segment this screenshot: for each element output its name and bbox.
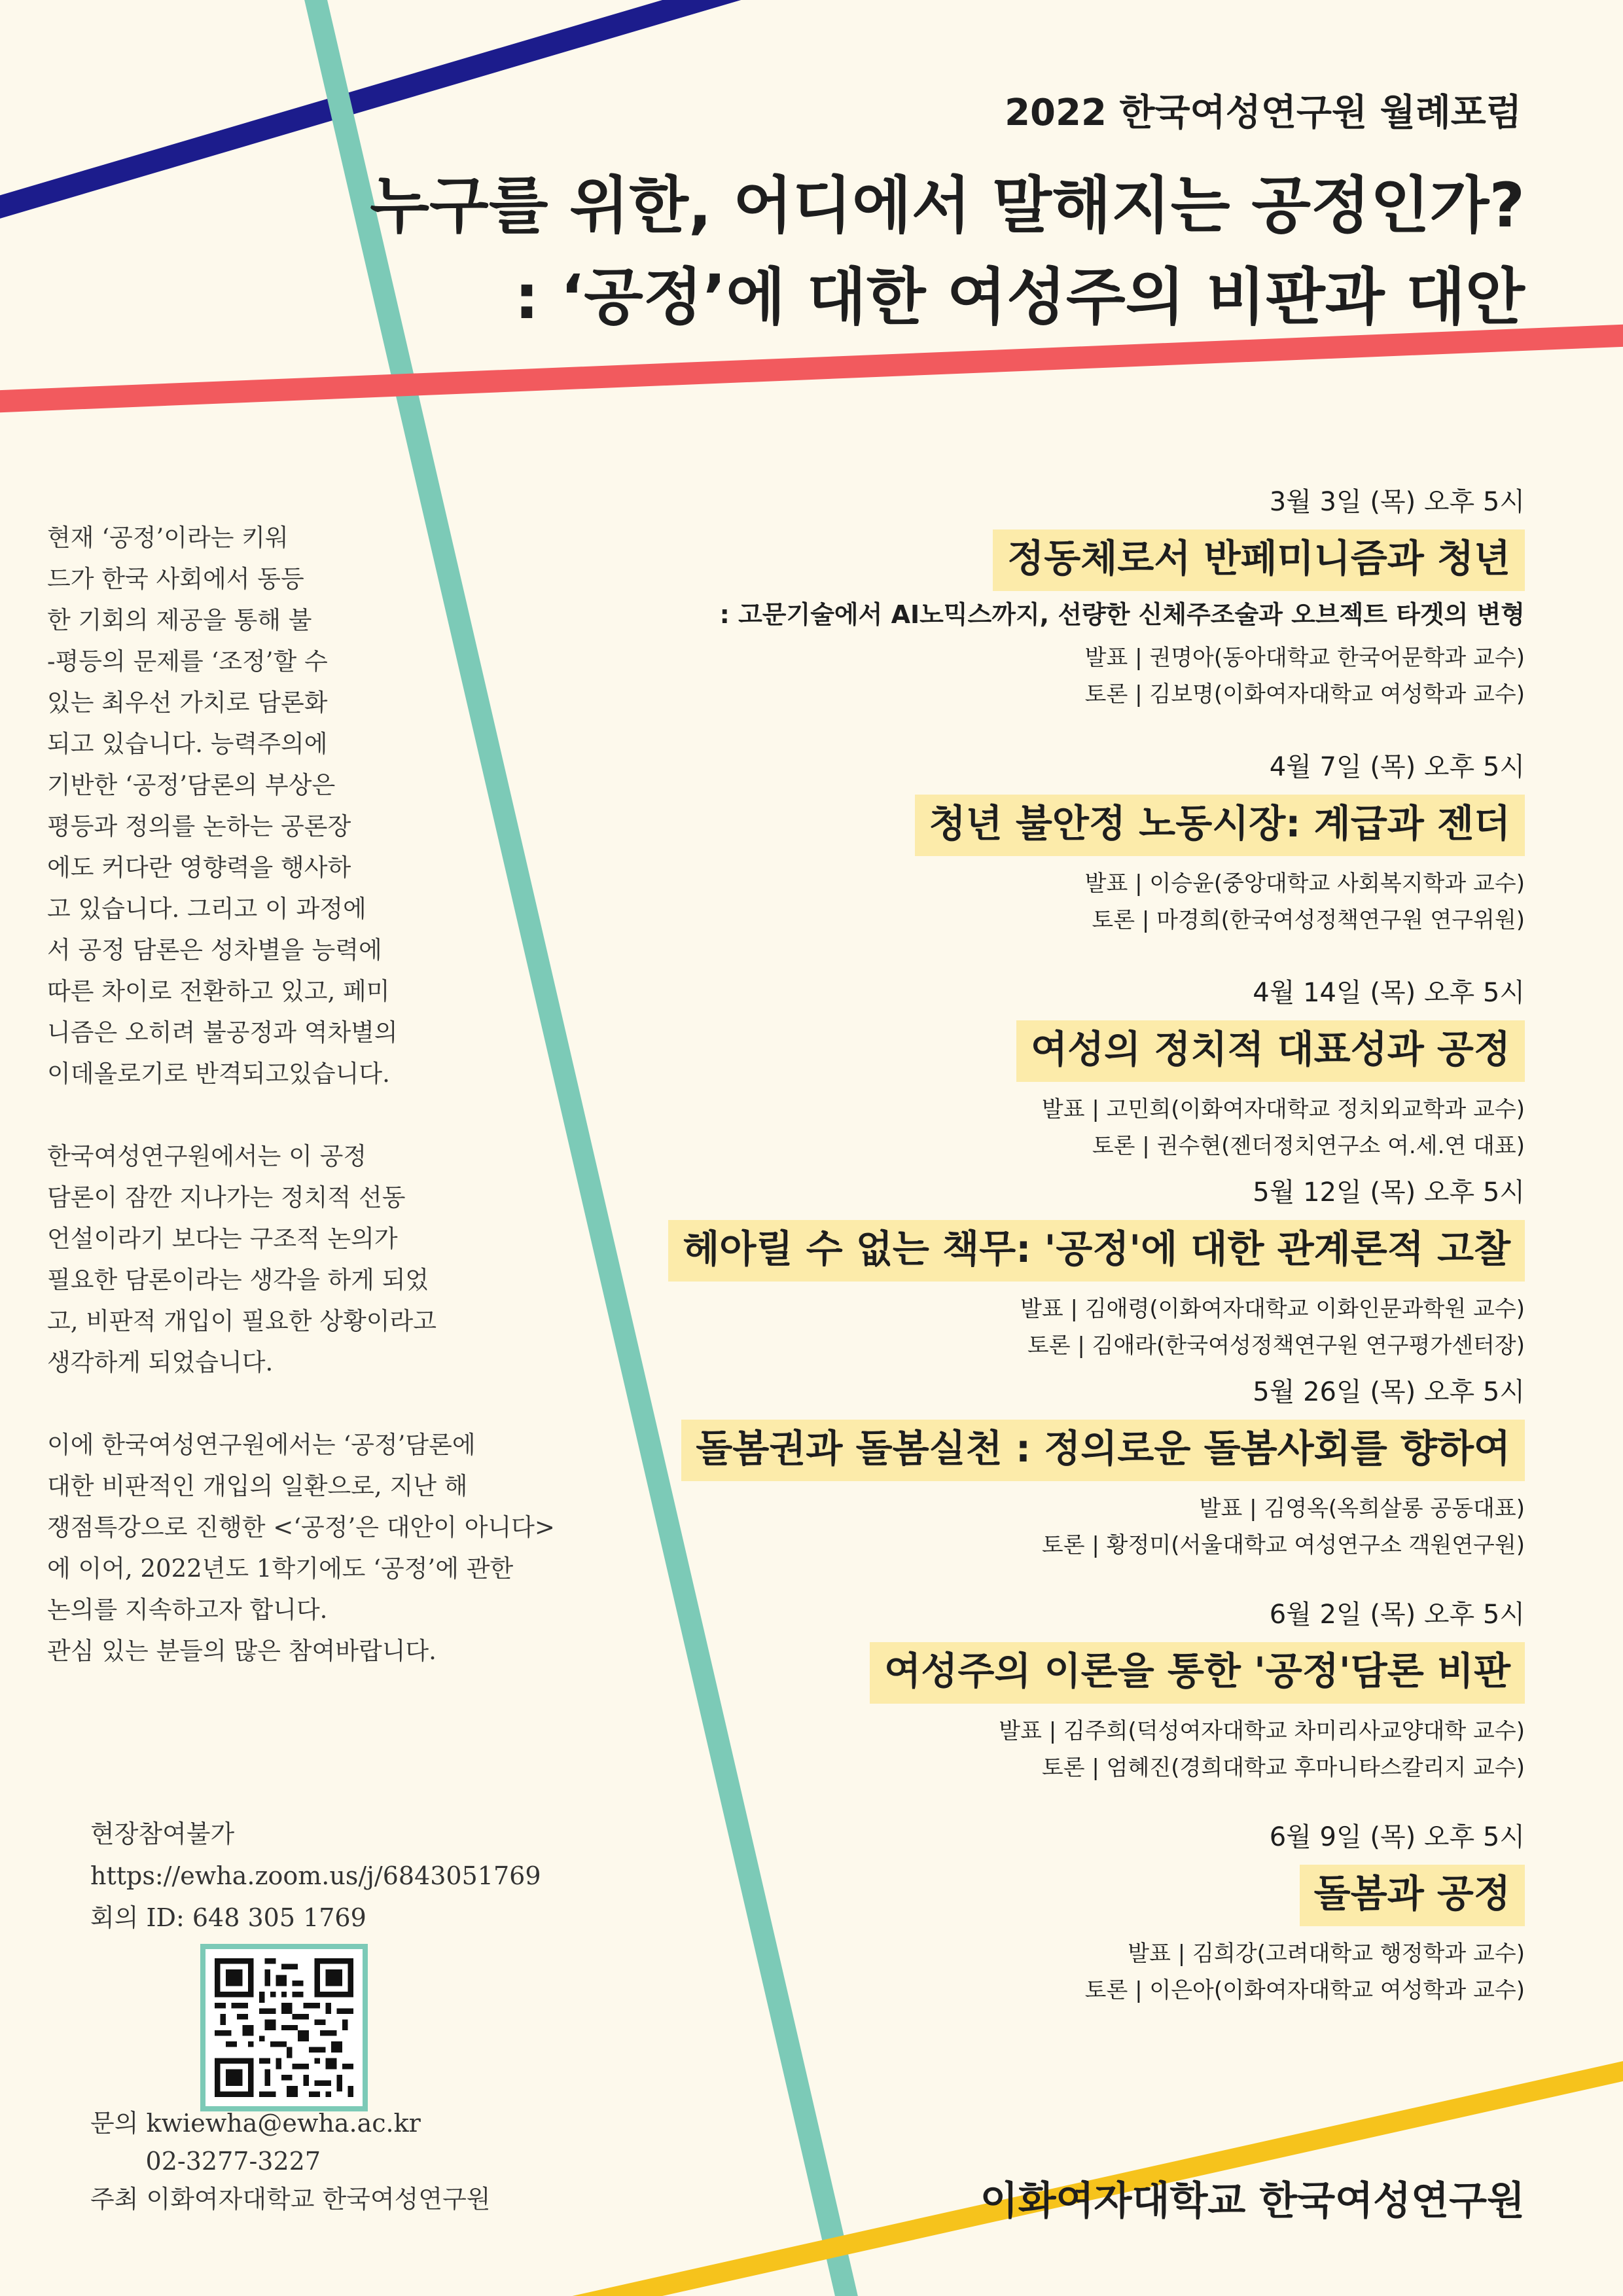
inquiry-phone: 02-3277-3227 bbox=[90, 2147, 321, 2176]
contact-info bbox=[90, 2104, 491, 2218]
session-presenter: 발표 | 김희강(고려대학교 행정학과 교수) bbox=[1128, 1941, 1525, 1967]
session-presenter: 발표 | 김주희(덕성여자대학교 차미리사교양대학 교수) bbox=[999, 1718, 1525, 1744]
red-stripe bbox=[0, 335, 1623, 402]
forum-name: 2022 한국여성연구원 월례포럼 bbox=[1005, 92, 1522, 134]
session-date: 5월 26일 (목) 오후 5시 bbox=[1253, 1377, 1525, 1407]
session-presenter: 발표 | 고민희(이화여자대학교 정치외교학과 교수) bbox=[1041, 1096, 1525, 1122]
session-title: 여성주의 이론을 통한 '공정'담론 비판 bbox=[870, 1642, 1525, 1704]
footer-organization: 이화여자대학교 한국여성연구원 bbox=[980, 2178, 1525, 2224]
qr-code-icon bbox=[215, 1958, 353, 2097]
session-title: 정동체로서 반페미니즘과 청년 bbox=[993, 529, 1525, 591]
title-line-2: : ‘공정’에 대한 여성주의 비판과 대안 bbox=[514, 262, 1525, 333]
session-date: 4월 14일 (목) 오후 5시 bbox=[1253, 978, 1525, 1008]
session-7 bbox=[1085, 1816, 1525, 2009]
title-line-1: 누구를 위한, 어디에서 말해지는 공정인가? bbox=[370, 170, 1525, 242]
intro-paragraph-3: 이에 한국여성연구원에서는 ‘공정’담론에 대한 비판적인 개입의 일환으로, 지난 해 쟁점특강으로 진행한 <‘공정’은 대안이 아니다> 에 이어, 2022년도 1학기에도 ‘공정’에 관한 논의를 지속하고자 합니다. 관심 있는 분들의 많은 참여바랍니다. bbox=[47, 1431, 555, 1665]
session-4 bbox=[668, 1172, 1525, 1364]
session-discussant: 토론 | 김애라(한국여성정책연구원 연구평가센터장) bbox=[1027, 1333, 1525, 1359]
session-3 bbox=[1016, 972, 1525, 1164]
onsite-notice: 현장참여불가 bbox=[90, 1820, 235, 1848]
session-people bbox=[915, 865, 1525, 939]
session-presenter: 발표 | 김영옥(옥희살롱 공동대표) bbox=[1199, 1496, 1525, 1522]
session-people bbox=[668, 1291, 1525, 1364]
session-title: 돌봄과 공정 bbox=[1300, 1865, 1525, 1926]
session-title: 청년 불안정 노동시장: 계급과 젠더 bbox=[915, 795, 1525, 856]
intro-paragraph-2: 한국여성연구원에서는 이 공정 담론이 잠깐 지나가는 정치적 선동 언설이라기 보다는 구조적 논의가 필요한 담론이라는 생각을 하게 되었 고, 비판적 개입이 필요한 상황이라고 생각하게 되었습니다. bbox=[47, 1142, 437, 1376]
session-presenter: 발표 | 김애령(이화여자대학교 이화인문과학원 교수) bbox=[1020, 1296, 1525, 1322]
page-title bbox=[370, 160, 1525, 344]
session-discussant: 토론 | 이은아(이화여자대학교 여성학과 교수) bbox=[1084, 1977, 1525, 2003]
session-title: 헤아릴 수 없는 책무: '공정'에 대한 관계론적 고찰 bbox=[668, 1220, 1525, 1282]
session-2 bbox=[915, 746, 1525, 939]
session-presenter: 발표 | 권명아(동아대학교 한국어문학과 교수) bbox=[1084, 645, 1525, 671]
session-date: 4월 7일 (목) 오후 5시 bbox=[1269, 752, 1525, 782]
session-people bbox=[681, 1490, 1525, 1564]
session-6 bbox=[870, 1594, 1525, 1786]
session-presenter: 발표 | 이승윤(중앙대학교 사회복지학과 교수) bbox=[1084, 870, 1525, 897]
online-info bbox=[90, 1813, 541, 1939]
session-date: 5월 12일 (목) 오후 5시 bbox=[1253, 1177, 1525, 1208]
session-subtitle: : 고문기술에서 AI노믹스까지, 선량한 신체주조술과 오브젝트 타겟의 변형 bbox=[719, 600, 1525, 629]
session-people bbox=[1085, 1935, 1525, 2009]
inquiry-email[interactable]: 문의 kwiewha@ewha.ac.kr bbox=[90, 2109, 421, 2138]
qr-code[interactable] bbox=[200, 1944, 368, 2111]
meeting-id: 회의 ID: 648 305 1769 bbox=[90, 1903, 366, 1932]
session-title: 여성의 정치적 대표성과 공정 bbox=[1016, 1020, 1525, 1082]
session-date: 6월 2일 (목) 오후 5시 bbox=[1269, 1600, 1525, 1630]
session-date: 3월 3일 (목) 오후 5시 bbox=[1269, 487, 1525, 517]
session-people bbox=[720, 639, 1525, 713]
intro-paragraph-1: 현재 ‘공정’이라는 키워 드가 한국 사회에서 동등 한 기회의 제공을 통해 불 -평등의 문제를 ‘조정’할 수 있는 최우선 가치로 담론화 되고 있습니다. 능력주의에 기반한 ‘공정’담론의 부상은 평등과 정의를 논하는 공론장 에도 커다란 영향력을 행사하 고 있습니다. 그리고 이 과정에 서 공정 담론은 성차별을 능력에 따른 차이로 전환하고 있고, 페미 니즘은 오히려 불공정과 역차별의 이데올로기로 반격되고있습니다. bbox=[47, 524, 398, 1088]
session-discussant: 토론 | 김보명(이화여자대학교 여성학과 교수) bbox=[1084, 681, 1525, 708]
session-people bbox=[870, 1713, 1525, 1786]
session-discussant: 토론 | 엄혜진(경희대학교 후마니타스칼리지 교수) bbox=[1041, 1755, 1525, 1781]
session-5 bbox=[681, 1371, 1525, 1564]
session-people bbox=[1016, 1091, 1525, 1164]
host-organization: 주최 이화여자대학교 한국여성연구원 bbox=[90, 2185, 491, 2214]
intro-text bbox=[47, 517, 656, 1713]
session-date: 6월 9일 (목) 오후 5시 bbox=[1269, 1822, 1525, 1852]
session-title: 돌봄권과 돌봄실천 : 정의로운 돌봄사회를 향하여 bbox=[681, 1420, 1525, 1481]
zoom-link[interactable]: https://ewha.zoom.us/j/6843051769 bbox=[90, 1861, 541, 1890]
session-discussant: 토론 | 권수현(젠더정치연구소 여.세.연 대표) bbox=[1092, 1133, 1525, 1159]
session-discussant: 토론 | 마경희(한국여성정책연구원 연구위원) bbox=[1092, 907, 1525, 933]
session-1 bbox=[720, 481, 1525, 713]
session-discussant: 토론 | 황정미(서울대학교 여성연구소 객원연구원) bbox=[1041, 1532, 1525, 1558]
